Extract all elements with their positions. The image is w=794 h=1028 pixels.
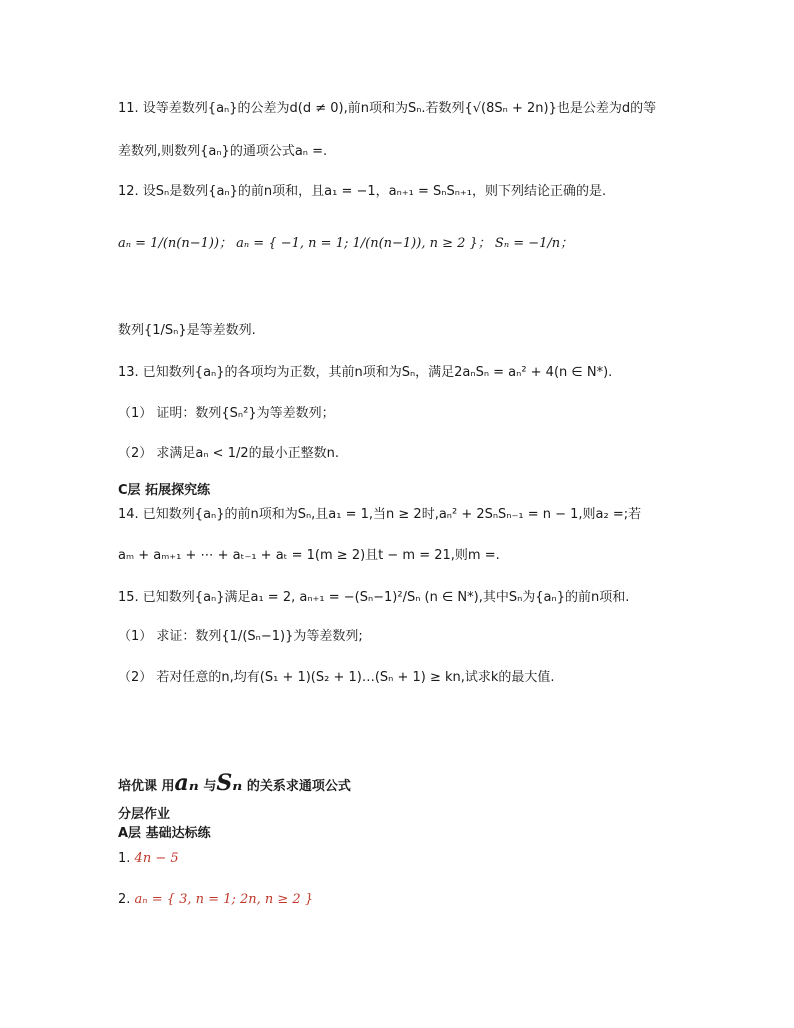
answer-1: [118, 851, 179, 867]
question-15-part-2: （2） 若对任意的n,均有(S₁ + 1)(S₂ + 1)…(Sₙ + 1) ≥ kn,试求k的最大值.: [118, 670, 555, 685]
question-13: 13. 已知数列{aₙ}的各项均为正数，其前n项和为Sₙ，满足2aₙSₙ = aₙ² + 4(n ∈ N*).: [118, 365, 613, 380]
section-c-heading: C层 拓展探究练: [118, 483, 211, 498]
answer-2: [118, 892, 313, 908]
answer-2-number: 2.: [118, 892, 131, 907]
lesson-title-sn: Sₙ: [216, 770, 243, 796]
lesson-title-prefix: 培优课 用: [118, 779, 175, 794]
question-12-last-option: 数列{1/Sₙ}是等差数列.: [118, 323, 256, 338]
question-13-part-2: （2） 求满足aₙ < 1/2的最小正整数n.: [118, 446, 340, 461]
question-12-options: aₙ = 1/(n(n−1))； aₙ = { −1, n = 1; 1/(n(n−1)), n ≥ 2 }； Sₙ = −1/n；: [118, 236, 574, 251]
section-a-heading: A层 基础达标练: [118, 826, 211, 841]
lesson-title-suffix: 的关系求通项公式: [242, 779, 351, 794]
lesson-title: [118, 770, 351, 798]
homework-heading: 分层作业: [118, 807, 171, 822]
answer-1-value: 4n − 5: [134, 851, 179, 866]
question-11-line-1: 11. 设等差数列{aₙ}的公差为d(d ≠ 0),前n项和为Sₙ.若数列{√(8Sₙ + 2n)}也是公差为d的等: [118, 101, 657, 116]
question-13-part-1: （1） 证明：数列{Sₙ²}为等差数列；: [118, 406, 335, 421]
answer-2-value: aₙ = { 3, n = 1; 2n, n ≥ 2 }: [134, 892, 314, 907]
question-12: 12. 设Sₙ是数列{aₙ}的前n项和，且a₁ = −1，aₙ₊₁ = SₙSₙ₊₁，则下列结论正确的是.: [118, 184, 607, 199]
lesson-title-mid: 与: [198, 779, 217, 794]
question-14-line-2: aₘ + aₘ₊₁ + ⋯ + aₜ₋₁ + aₜ = 1(m ≥ 2)且t − m = 21,则m =.: [118, 548, 500, 563]
question-11-line-2: 差数列,则数列{aₙ}的通项公式aₙ =.: [118, 144, 328, 159]
lesson-title-an: aₙ: [174, 770, 199, 796]
question-14-line-1: 14. 已知数列{aₙ}的前n项和为Sₙ,且a₁ = 1,当n ≥ 2时,aₙ² + 2SₙSₙ₋₁ = n − 1,则a₂ =;若: [118, 507, 642, 522]
question-15-part-1: （1） 求证：数列{1/(Sₙ−1)}为等差数列;: [118, 629, 363, 644]
question-15: 15. 已知数列{aₙ}满足a₁ = 2, aₙ₊₁ = −(Sₙ−1)²/Sₙ (n ∈ N*),其中Sₙ为{aₙ}的前n项和.: [118, 590, 630, 605]
answer-1-number: 1.: [118, 851, 131, 866]
